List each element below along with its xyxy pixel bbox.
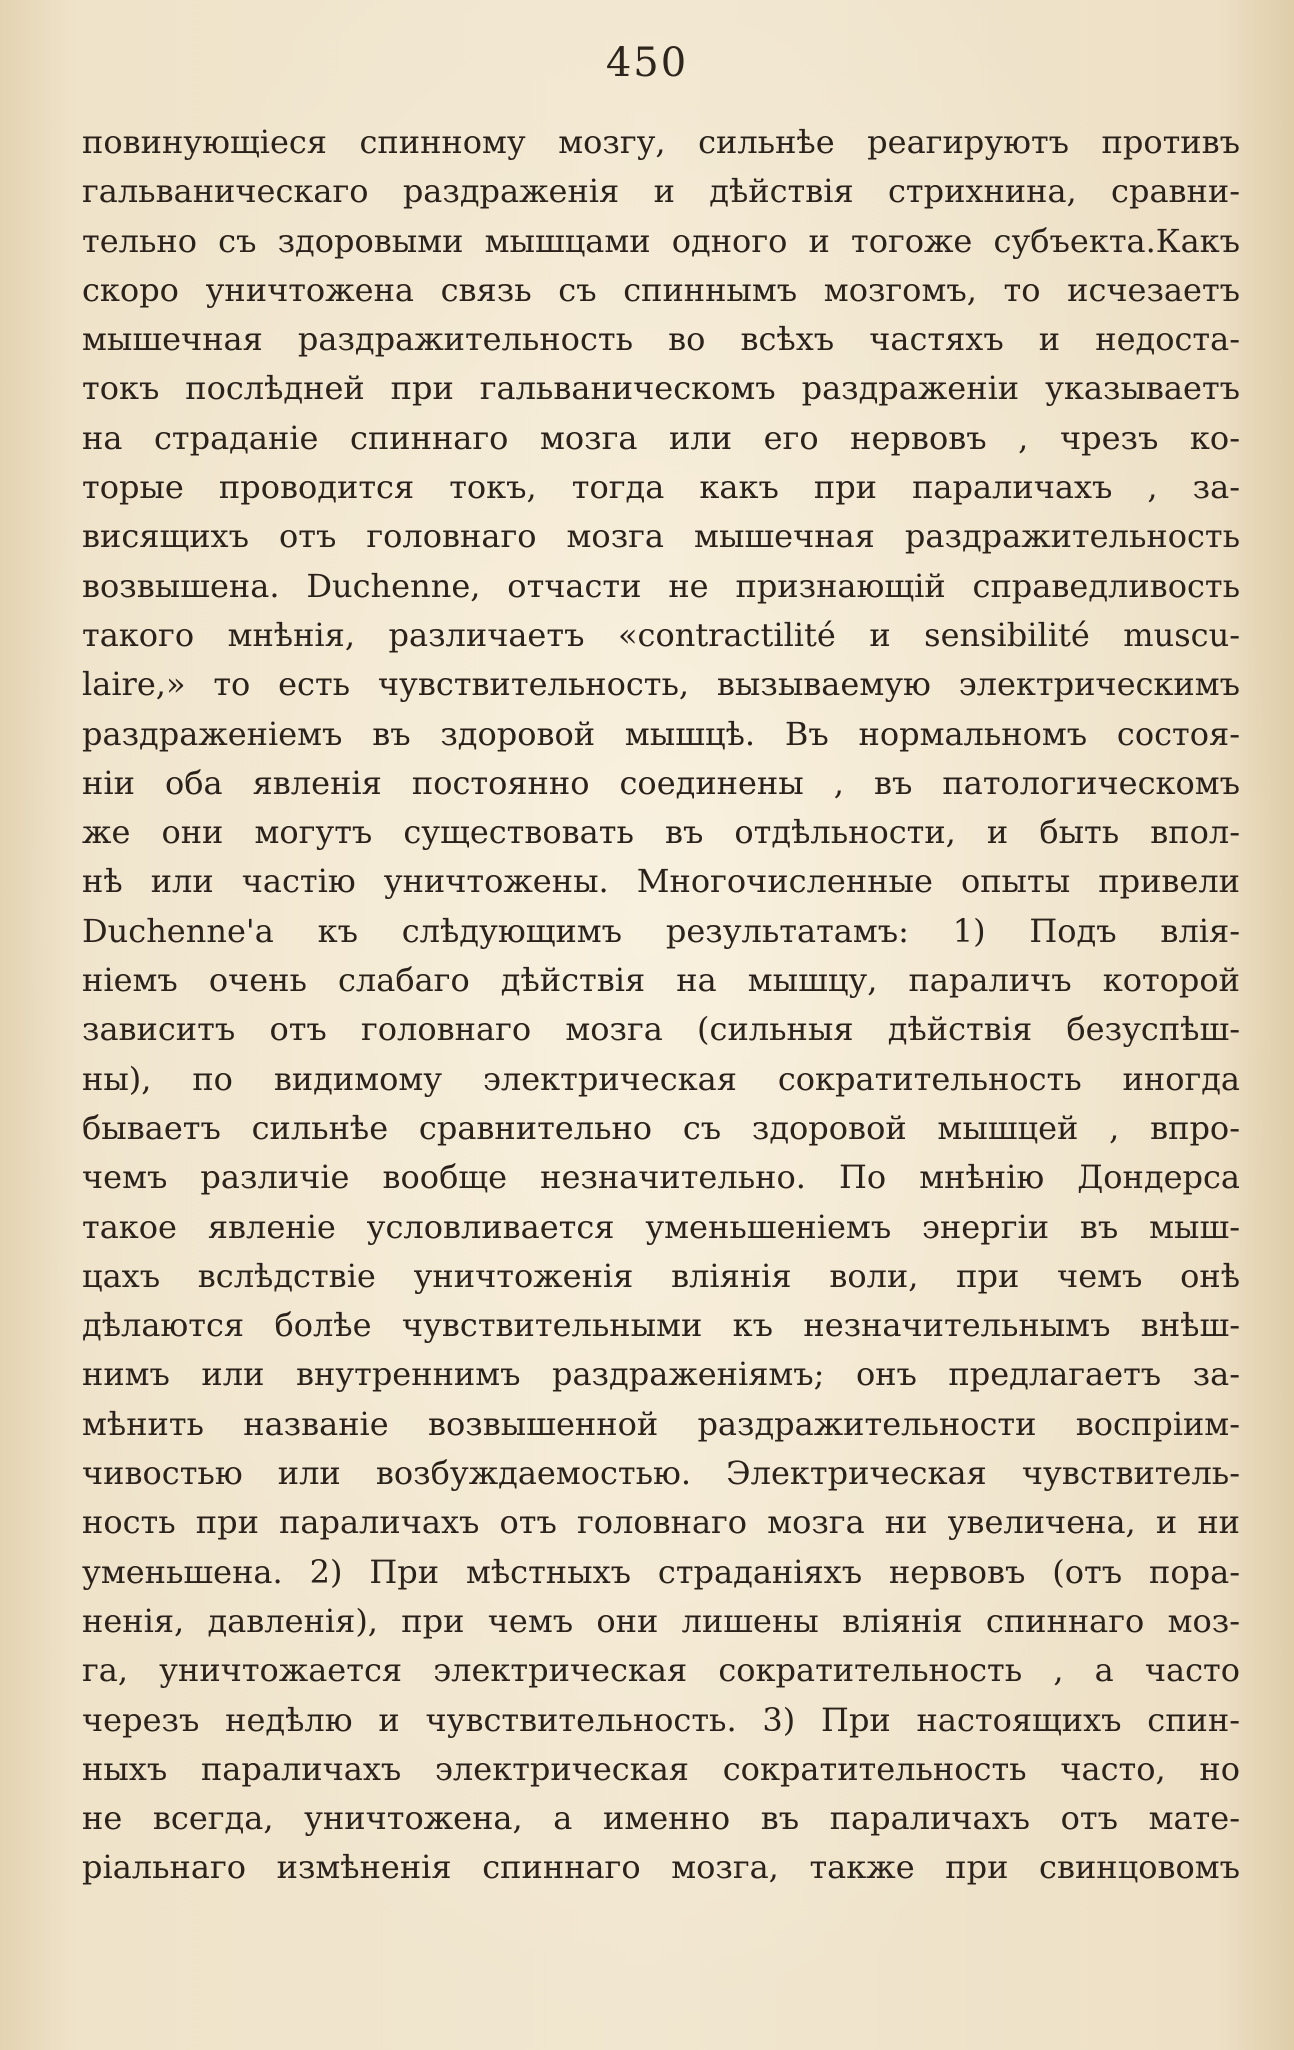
text-line: нѣ или частію уничтожены. Многочисленные опыты привели <box>82 862 1240 901</box>
text-line: чемъ различіе вообще незначительно. По мнѣнію Дондерса <box>82 1158 1240 1197</box>
text-line: торые проводится токъ, тогда какъ при параличахъ , за- <box>82 468 1240 507</box>
text-line: мѣнить названіе возвышенной раздражительности воспріим- <box>82 1404 1240 1443</box>
text-line: висящихъ отъ головнаго мозга мышечная раздражительность <box>82 517 1240 556</box>
text-line: черезъ недѣлю и чувствительность. 3) При настоящихъ спин- <box>82 1700 1240 1739</box>
body-text <box>82 118 1240 1893</box>
text-line: уменьшена. 2) При мѣстныхъ страданіяхъ нервовъ (отъ пора- <box>82 1552 1240 1591</box>
text-line: гальваническаго раздраженія и дѣйствія стрихнина, сравни- <box>82 172 1240 211</box>
text-line: тельно съ здоровыми мышцами одного и тогоже субъекта.Какъ <box>82 221 1240 260</box>
text-line: мышечная раздражительность во всѣхъ частяхъ и недоста- <box>82 320 1240 359</box>
text-line: чивостью или возбуждаемостью. Электрическая чувствитель- <box>82 1454 1240 1493</box>
text-line: цахъ вслѣдствіе уничтоженія вліянія воли, при чемъ онѣ <box>82 1256 1240 1295</box>
text-line: ныхъ параличахъ электрическая сократительность часто, но <box>82 1749 1240 1788</box>
text-line: ны), по видимому электрическая сократительность иногда <box>82 1059 1240 1098</box>
text-line: бываетъ сильнѣе сравнительно съ здоровой мышцей , впро- <box>82 1108 1240 1147</box>
text-line: скоро уничтожена связь съ спиннымъ мозгомъ, то исчезаетъ <box>82 270 1240 309</box>
text-line: Duchenne'а къ слѣдующимъ результатамъ: 1) Подъ влія- <box>82 911 1240 950</box>
text-line: ность при параличахъ отъ головнаго мозга ни увеличена, и ни <box>82 1503 1240 1542</box>
text-line: не всегда, уничтожена, а именно въ параличахъ отъ мате- <box>82 1799 1240 1838</box>
text-line: же они могутъ существовать въ отдѣльности, и быть впол- <box>82 813 1240 852</box>
text-line: на страданіе спиннаго мозга или его нервовъ , чрезъ ко- <box>82 418 1240 457</box>
text-line: ніи оба явленія постоянно соединены , въ патологическомъ <box>82 763 1240 802</box>
text-line: зависитъ отъ головнаго мозга (сильныя дѣйствія безуспѣш- <box>82 1010 1240 1049</box>
page-number: 450 <box>605 40 689 86</box>
text-line: дѣлаются болѣе чувствительными къ незначительнымъ внѣш- <box>82 1306 1240 1345</box>
text-line: нимъ или внутреннимъ раздраженіямъ; онъ предлагаетъ за- <box>82 1355 1240 1394</box>
text-line: га, уничтожается электрическая сократительность , а часто <box>82 1651 1240 1690</box>
text-line: ніемъ очень слабаго дѣйствія на мышцу, параличъ которой <box>82 961 1240 1000</box>
text-line: такое явленіе условливается уменьшеніемъ энергіи въ мыш- <box>82 1207 1240 1246</box>
text-line: ріальнаго измѣненія спиннаго мозга, также при свинцовомъ <box>82 1848 1240 1887</box>
text-line: токъ послѣдней при гальваническомъ раздраженіи указываетъ <box>82 369 1240 408</box>
text-line: ненія, давленія), при чемъ они лишены вліянія спиннаго моз- <box>82 1601 1240 1640</box>
text-line: раздраженіемъ въ здоровой мышцѣ. Въ нормальномъ состоя- <box>82 714 1240 753</box>
text-line: возвышена. Duchenne, отчасти не признающій справедливость <box>82 566 1240 605</box>
text-line: такого мнѣнія, различаетъ «contractilité и sensibilité muscu- <box>82 615 1240 654</box>
text-line: повинующіеся спинному мозгу, сильнѣе реагируютъ противъ <box>82 123 1240 161</box>
text-line: laire,» то есть чувствительность, вызываемую электрическимъ <box>82 665 1240 704</box>
